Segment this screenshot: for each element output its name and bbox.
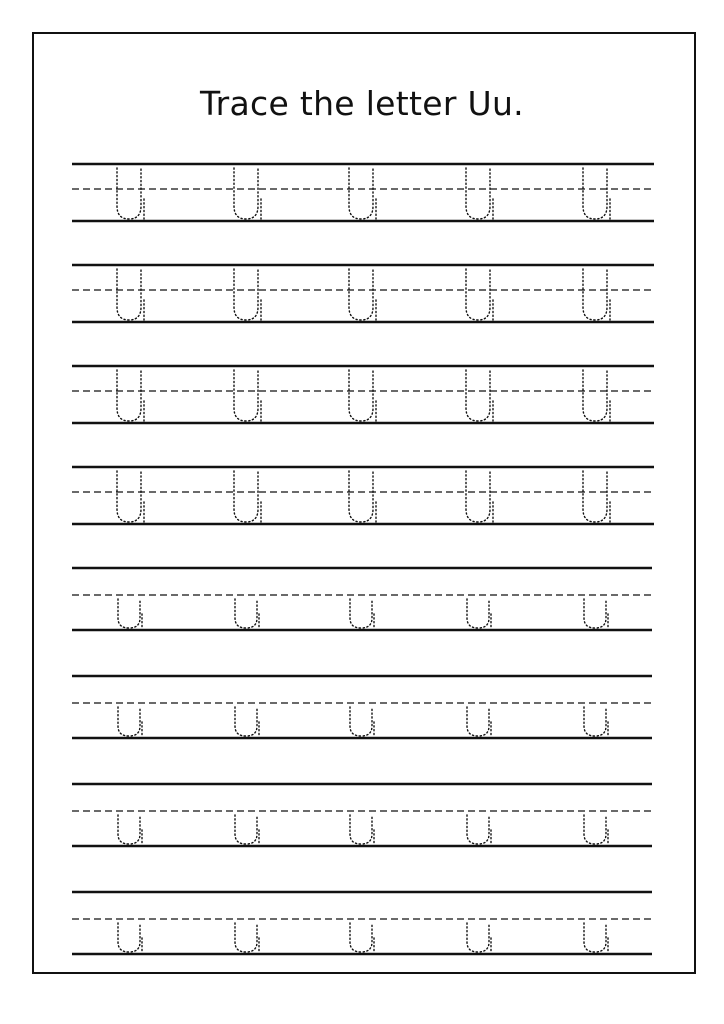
lowercase-row [72,892,652,960]
lowercase-row [72,784,652,852]
uppercase-row [72,164,654,229]
uppercase-row [72,265,654,330]
uppercase-row [72,467,654,532]
page-title: Trace the letter Uu. [200,84,524,123]
lowercase-row [72,676,652,744]
uppercase-row [72,366,654,431]
lowercase-row [72,568,652,636]
